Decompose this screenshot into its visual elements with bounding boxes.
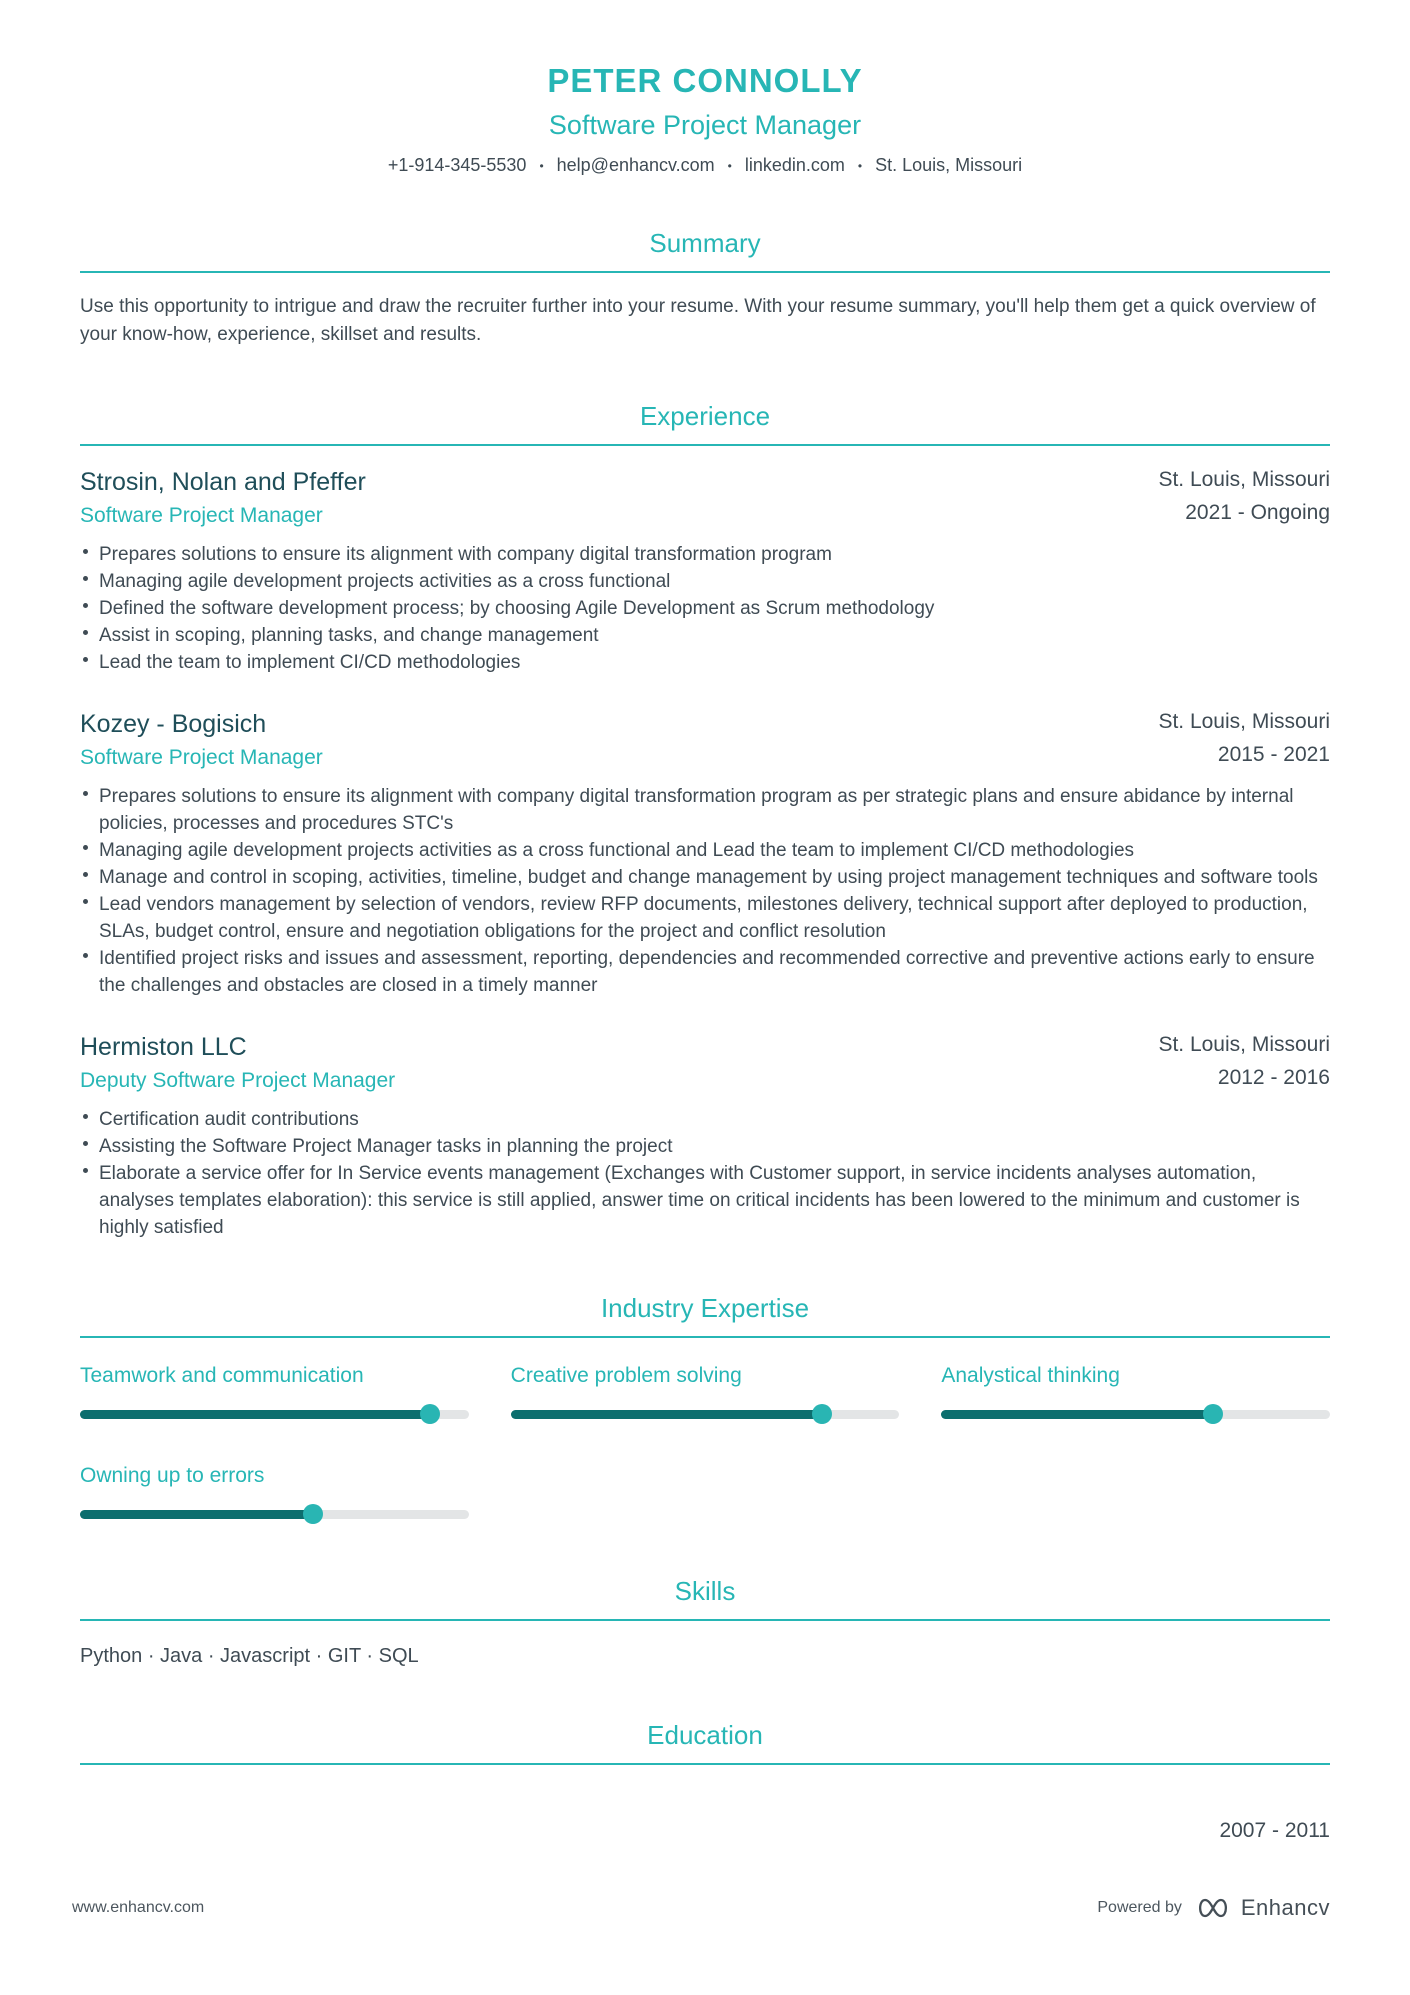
section-divider <box>80 271 1330 273</box>
slider-knob[interactable] <box>812 1404 832 1424</box>
entry-right <box>1158 1033 1330 1090</box>
bullet-item: Managing agile development projects activities as a cross functional <box>80 568 1330 595</box>
enhancv-wordmark: Enhancv <box>1240 1895 1330 1920</box>
entry-header <box>80 1033 1330 1093</box>
expertise-label: Analystical thinking <box>941 1364 1120 1387</box>
slider-fill <box>941 1410 1213 1419</box>
entry-dates: 2021 - Ongoing <box>1185 501 1330 524</box>
bullet-item: Assist in scoping, planning tasks, and change management <box>80 622 1330 649</box>
website-link[interactable]: www.enhancv.com <box>72 1899 205 1916</box>
company-name: Hermiston LLC <box>80 1033 247 1061</box>
section-divider <box>80 1619 1330 1621</box>
role-title: Software Project Manager <box>80 504 323 527</box>
expertise-item <box>511 1364 900 1424</box>
experience-entry <box>80 710 1330 999</box>
contact-line <box>80 155 1330 176</box>
entry-header <box>80 468 1330 528</box>
entry-header <box>80 710 1330 770</box>
candidate-name: PETER CONNOLLY <box>547 62 863 99</box>
education-dates: 2007 - 2011 <box>1219 1819 1330 1842</box>
expertise-slider <box>80 1404 469 1424</box>
industry-expertise-section <box>80 1293 1330 1524</box>
entry-left <box>80 1033 395 1093</box>
section-divider <box>80 1336 1330 1338</box>
expertise-slider <box>80 1504 469 1524</box>
bullet-item: Lead the team to implement CI/CD methodologies <box>80 649 1330 676</box>
slider-fill <box>80 1510 313 1519</box>
expertise-label: Owning up to errors <box>80 1464 265 1487</box>
experience-heading: Experience <box>639 401 771 431</box>
expertise-item <box>80 1364 469 1424</box>
entry-bullets <box>80 783 1330 999</box>
entry-bullets <box>80 541 1330 676</box>
entry-right <box>1158 468 1330 525</box>
role-title: Deputy Software Project Manager <box>80 1069 396 1092</box>
bullet-item: Assisting the Software Project Manager tasks in planning the project <box>80 1133 1330 1160</box>
enhancv-brand[interactable] <box>1194 1895 1330 1921</box>
slider-fill <box>80 1410 430 1419</box>
contact-linkedin[interactable]: linkedin.com <box>744 155 845 175</box>
skills-line: Python · Java · Javascript · GIT · SQL <box>80 1645 419 1667</box>
bullet-item: Lead vendors management by selection of vendors, review RFP documents, milestones delivery, technical support after deployed to production, SLAs, budget control, ensure and negotiation obligations for the project and conflict resolution <box>80 891 1330 945</box>
bullet-item: Defined the software development process; by choosing Agile Development as Scrum methodology <box>80 595 1330 622</box>
education-heading: Education <box>647 1720 763 1750</box>
summary-section <box>80 228 1330 349</box>
skills-section <box>80 1576 1330 1668</box>
contact-phone: +1-914-345-5530 <box>387 155 527 175</box>
expertise-slider <box>511 1404 900 1424</box>
company-name: Kozey - Bogisich <box>80 710 267 738</box>
powered-by-label: Powered by <box>1097 1899 1182 1916</box>
company-name: Strosin, Nolan and Pfeffer <box>80 468 366 496</box>
entry-left <box>80 710 323 770</box>
contact-email[interactable]: help@enhancv.com <box>556 155 715 175</box>
entry-location: St. Louis, Missouri <box>1158 468 1330 491</box>
bullet-item: Prepares solutions to ensure its alignment with company digital transformation program <box>80 541 1330 568</box>
experience-section <box>80 401 1330 1241</box>
contact-location: St. Louis, Missouri <box>875 155 1023 175</box>
expertise-slider <box>941 1404 1330 1424</box>
experience-entry <box>80 1033 1330 1241</box>
section-divider <box>80 444 1330 446</box>
education-section <box>80 1720 1330 1843</box>
bullet-item: Elaborate a service offer for In Service events management (Exchanges with Customer support, in service incidents analyses automation, analyses templates elaboration): this service is still applied, answer time on critical incidents has been lowered to the minimum and customer is highly satisfied <box>80 1160 1330 1241</box>
bullet-item: Manage and control in scoping, activities, timeline, budget and change management by using project management techniques and software tools <box>80 864 1330 891</box>
bullet-item: Prepares solutions to ensure its alignment with company digital transformation program as per strategic plans and ensure abidance by internal policies, processes and procedures STC's <box>80 783 1330 837</box>
page-footer <box>72 1895 1330 1921</box>
section-divider <box>80 1763 1330 1765</box>
entry-bullets <box>80 1106 1330 1241</box>
summary-text: Use this opportunity to intrigue and draw the recruiter further into your resume. With your resume summary, you'll help them get a quick overview of your know-how, experience, skillset and results. <box>80 296 1316 345</box>
slider-knob[interactable] <box>420 1404 440 1424</box>
bullet-item: Identified project risks and issues and assessment, reporting, dependencies and recommended corrective and preventive actions early to ensure the challenges and obstacles are closed in a timely manner <box>80 945 1330 999</box>
bullet-item: Managing agile development projects activities as a cross functional and Lead the team to implement CI/CD methodologies <box>80 837 1330 864</box>
role-title: Software Project Manager <box>80 746 323 769</box>
entry-location: St. Louis, Missouri <box>1158 710 1330 733</box>
expertise-item <box>941 1364 1330 1424</box>
candidate-job-title: Software Project Manager <box>548 110 862 140</box>
enhancv-logo-icon <box>1194 1897 1232 1919</box>
experience-entry <box>80 468 1330 676</box>
entry-left <box>80 468 366 528</box>
entry-location: St. Louis, Missouri <box>1158 1033 1330 1056</box>
separator-dot-icon: • <box>539 158 544 173</box>
resume-header <box>80 62 1330 176</box>
expertise-label: Teamwork and communication <box>80 1364 364 1387</box>
expertise-label: Creative problem solving <box>510 1364 742 1387</box>
expertise-item <box>80 1464 469 1524</box>
skills-heading: Skills <box>674 1576 736 1606</box>
powered-by <box>1097 1895 1330 1921</box>
slider-knob[interactable] <box>303 1504 323 1524</box>
slider-knob[interactable] <box>1203 1404 1223 1424</box>
entry-dates: 2012 - 2016 <box>1217 1066 1330 1089</box>
slider-fill <box>511 1410 822 1419</box>
summary-heading: Summary <box>649 228 761 258</box>
entry-dates: 2015 - 2021 <box>1217 743 1330 766</box>
separator-dot-icon: • <box>857 158 863 173</box>
expertise-grid <box>80 1364 1330 1524</box>
entry-right <box>1158 710 1330 767</box>
separator-dot-icon: • <box>727 158 732 173</box>
industry-expertise-heading: Industry Expertise <box>600 1293 810 1323</box>
bullet-item: Certification audit contributions <box>80 1106 1330 1133</box>
